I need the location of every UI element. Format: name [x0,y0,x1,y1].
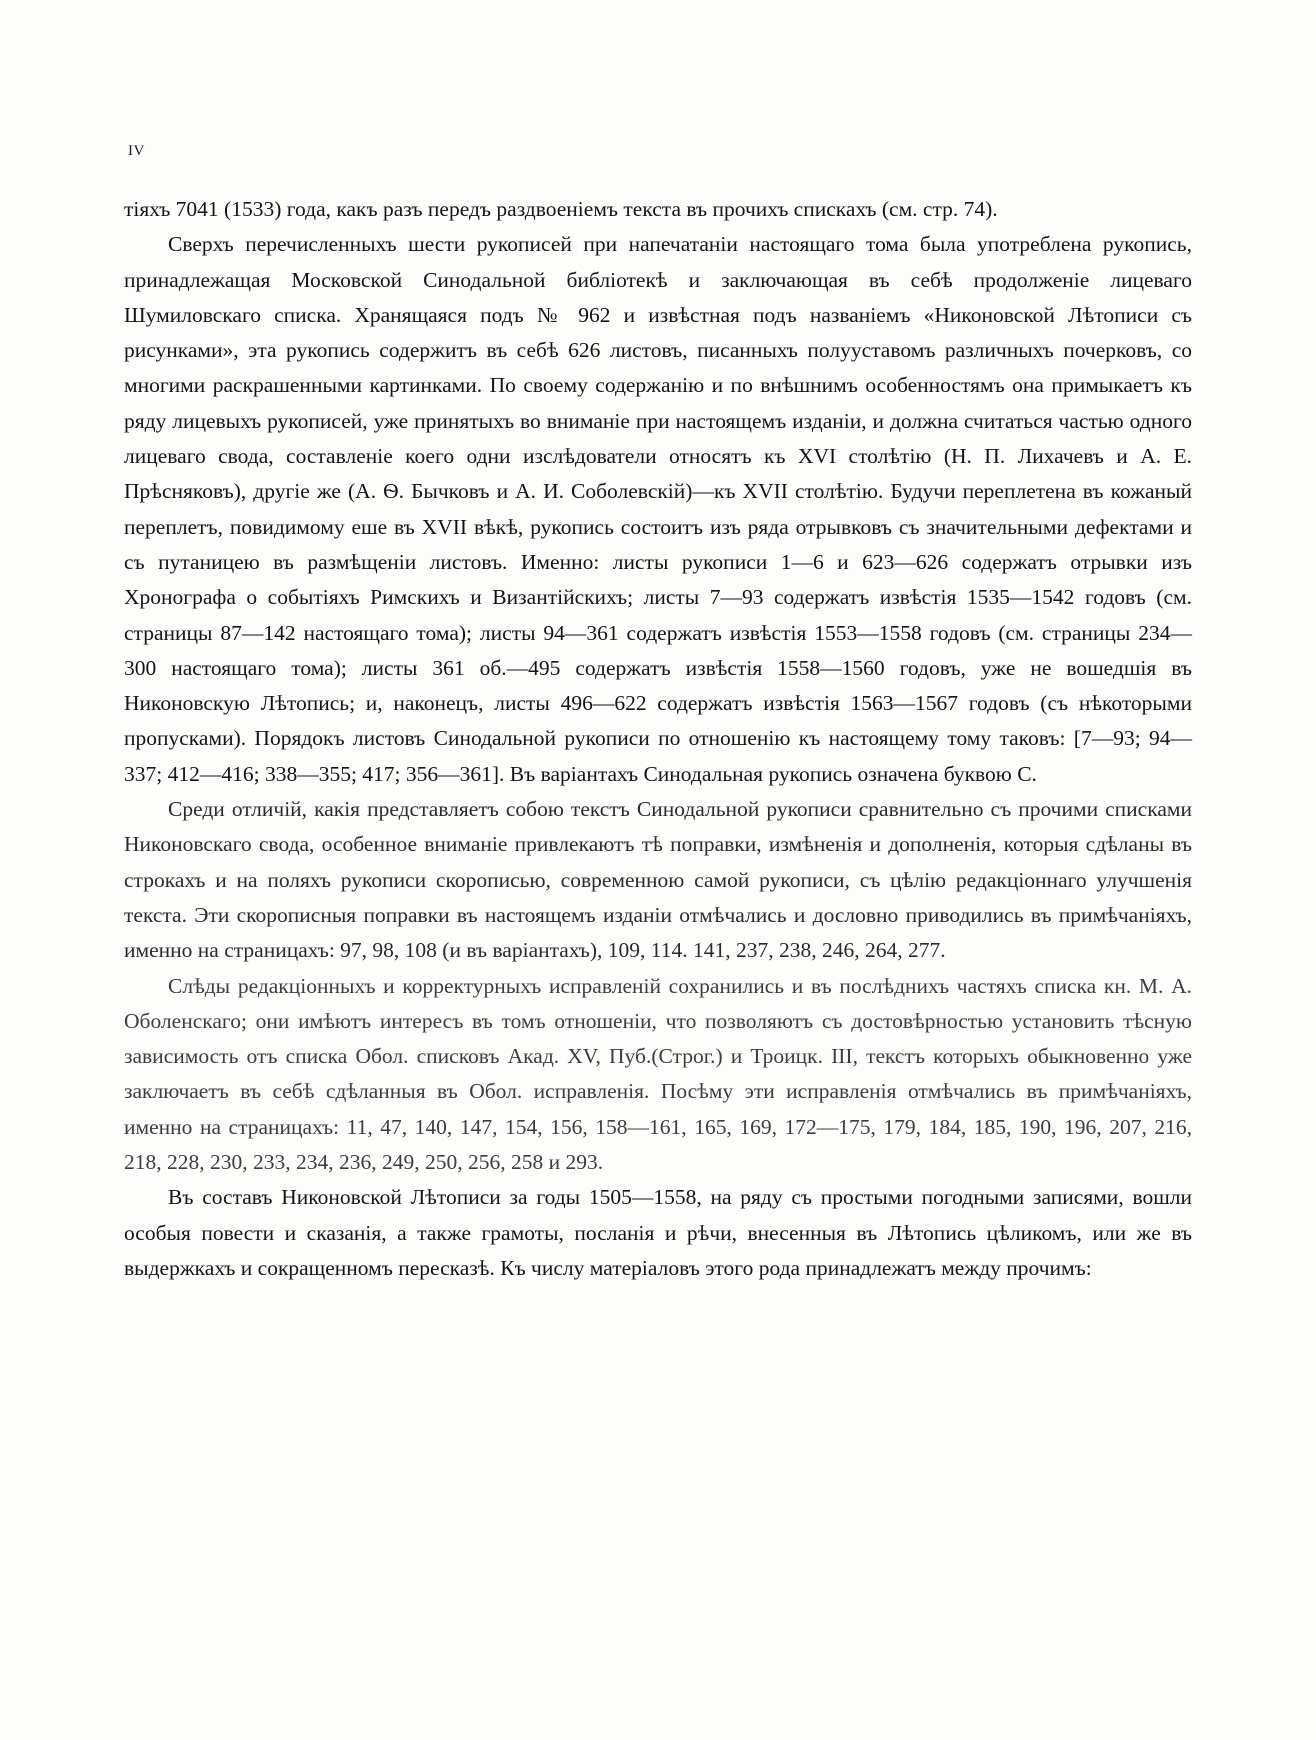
paragraph: Сверхъ перечисленныхъ шести рукописей при напечатаніи настоящаго тома была употреблена рукопись, принадлежащая Московской Синодальной библіотекѣ и заключающая въ себѣ продолженіе лицеваго Шумиловскаго списка. Хранящаяся подъ № 962 и извѣстная подъ названіемъ «Никоновской Лѣтописи съ рисунками», эта рукопись содержитъ въ себѣ 626 листовъ, писанныхъ полууставомъ различныхъ почерковъ, со многими раскрашенными картинками. По своему содержанію и по внѣшнимъ особенностямъ она примыкаетъ къ ряду лицевыхъ рукописей, уже принятыхъ во вниманіе при настоящемъ изданіи, и должна считаться частью одного лицеваго свода, составленіе коего одни изслѣдователи относятъ къ XVI столѣтію (Н. П. Лихачевъ и А. Е. Прѣсняковъ), другіе же (А. Ѳ. Бычковъ и А. И. Соболевскій)—къ XVII столѣтію. Будучи переплетена въ кожаный переплетъ, повидимому еше въ XVII вѣкѣ, рукопись состоитъ изъ ряда отрывковъ съ значительными дефектами и съ путаницею въ размѣщеніи листовъ. Именно: листы рукописи 1—6 и 623—626 содержатъ отрывки изъ Хронографа о событіяхъ Римскихъ и Византійскихъ; листы 7—93 содержатъ извѣстія 1535—1542 годовъ (см. страницы 87—142 настоящаго тома); листы 94—361 содержатъ извѣстія 1553—1558 годовъ (см. страницы 234—300 настоящаго тома); листы 361 об.—495 содержатъ извѣстія 1558—1560 годовъ, уже не вошедшія въ Никоновскую Лѣтопись; и, наконецъ, листы 496—622 содержатъ извѣстія 1563—1567 годовъ (съ нѣкоторыми пропусками). Порядокъ листовъ Синодальной рукописи по отношенію къ настоящему тому таковъ: [7—93; 94—337; 412—416; 338—355; 417; 356—361]. Въ варіантахъ Синодальная рукопись означена буквою С. [124,232,1192,786]
paragraph: Среди отличій, какія представляетъ собою текстъ Синодальной рукописи сравнительно съ прочими списками Никоновскаго свода, особенное вниманіе привлекаютъ тѣ поправки, измѣненія и дополненія, которыя сдѣланы въ строкахъ и на поляхъ рукописи скорописью, современною самой рукописи, съ цѣлію редакціоннаго улучшенія текста. Эти скорописныя поправки въ настоящемъ изданіи отмѣчались и дословно приводились въ примѣчаніяхъ, именно на страницахъ: 97, 98, 108 (и въ варіантахъ), 109, 114. 141, 237, 238, 246, 264, 277. [124,797,1192,963]
paragraph: тіяхъ 7041 (1533) года, какъ разъ передъ раздвоеніемъ текста въ прочихъ спискахъ (см. стр. 74). [124,197,998,221]
paragraph: Слѣды редакціонныхъ и корректурныхъ исправленій сохранились и въ послѣднихъ частяхъ списка кн. М. А. Оболенскаго; они имѣютъ интересъ въ томъ отношеніи, что позволяютъ съ достовѣрностью установить тѣсную зависимость отъ списка Обол. списковъ Акад. XV, Пуб.(Строг.) и Троицк. III, текстъ которыхъ обыкновенно уже заключаетъ въ себѣ сдѣланныя въ Обол. исправленія. Посѣму эти исправленія отмѣчались въ примѣчаніяхъ, именно на страницахъ: 11, 47, 140, 147, 154, 156, 158—161, 165, 169, 172—175, 179, 184, 185, 190, 196, 207, 216, 218, 228, 230, 233, 234, 236, 249, 250, 256, 258 и 293. [124,973,1192,1175]
page-body [124,192,1192,1286]
page-number: IV [128,143,145,159]
paragraph: Въ составъ Никоновской Лѣтописи за годы 1505—1558, на ряду съ простыми погодными записями, вошли особыя повести и сказанія, а также грамоты, посланія и рѣчи, внесенныя въ Лѣтопись цѣликомъ, или же въ выдержкахъ и сокращенномъ пересказѣ. Къ числу матеріаловъ этого рода принадлежатъ между прочимъ: [124,1185,1192,1280]
